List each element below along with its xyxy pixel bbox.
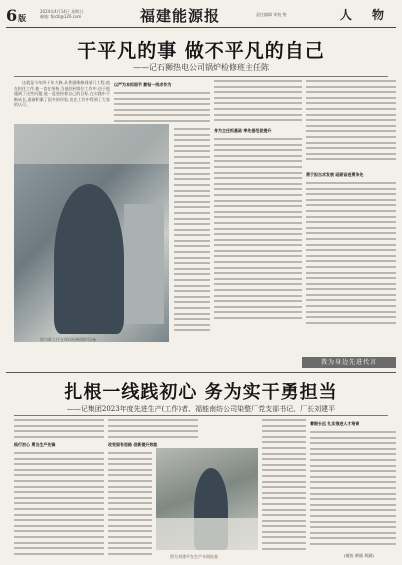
photo-fabric-rolls bbox=[156, 518, 258, 550]
section-heading: 改变固有思路 创新提升效能 bbox=[108, 442, 158, 447]
article-2-col-2-text-a bbox=[108, 419, 198, 439]
photo-equipment bbox=[124, 204, 164, 324]
article-1-photo bbox=[14, 124, 169, 342]
article-1-intro: 这就是今年四十年大修,从普通维修到部门工程,他在担任工作,他一直在坚持,当他回到岗位工作中,由于他遇到了这些问题,他一直坚持着自己的目标,在实践中不断成长,逐渐积累了很多的经验,也在工作中得到了大家的认可。 bbox=[14, 80, 110, 108]
page-number: 6版 bbox=[6, 6, 27, 25]
article-2-byline: (南纺 黄丽 刘斌) bbox=[344, 553, 374, 558]
article-2-col-1-text-a bbox=[14, 419, 104, 439]
article-2-col-1-head bbox=[14, 440, 104, 450]
photo-background-panel bbox=[14, 124, 169, 164]
article-2-col-4-text bbox=[310, 431, 396, 551]
article-1-col-3-text-b bbox=[214, 138, 302, 328]
article-2-col-2-text-b bbox=[108, 452, 152, 558]
column-banner: 我为身边先进代言 bbox=[302, 357, 396, 368]
article-1-col-4-head bbox=[306, 170, 396, 180]
article-1-col-2-text bbox=[114, 92, 210, 124]
article-2-photo-caption: 图为刘建平在生产车间检查 bbox=[170, 554, 218, 559]
issue-info: 2024年4月14日 星期日 邮箱: fjsdz@126.com bbox=[40, 9, 84, 19]
section-divider bbox=[6, 372, 396, 373]
article-1-col-3-head bbox=[214, 126, 302, 136]
article-2-subtitle: ——记集团2023年度先进生产(工作)者、福能南纺公司染整厂党支部书记、厂长刘建平 bbox=[66, 405, 336, 413]
section-heading: 践行初心 勇当生产先锋 bbox=[14, 442, 56, 447]
page-header bbox=[0, 0, 402, 30]
article-1-subtitle: ——记石狮热电公司锅炉检修班主任陈 bbox=[133, 63, 269, 72]
article-1-col-4-text-b bbox=[306, 182, 396, 332]
article-1-col-2-narrow bbox=[174, 128, 210, 338]
article-2-headline: 扎根一线践初心 务为实干勇担当 bbox=[64, 382, 338, 403]
article-1-photo-caption: 图为陈主任在现场检修锅炉设备 bbox=[40, 337, 96, 342]
photo-worker-figure bbox=[54, 184, 124, 334]
section-heading: 着眼长远 扎实推进人才培育 bbox=[310, 421, 360, 426]
newspaper-masthead: 福建能源报 bbox=[140, 7, 221, 25]
article-2-rule bbox=[14, 415, 388, 416]
section-heading: 勇于担当求发展 砥砺奋进勇争先 bbox=[306, 172, 364, 177]
header-divider bbox=[6, 27, 396, 28]
article-2-col-1-text-b bbox=[14, 452, 104, 558]
section-heading: 身为主任抓基础 率先垂范促提升 bbox=[214, 128, 272, 133]
article-1-col-3-text-a bbox=[214, 80, 302, 126]
section-title: 人 物 bbox=[339, 8, 392, 22]
article-1-rule bbox=[14, 76, 388, 77]
article-1-col-4-text-a bbox=[306, 80, 396, 168]
section-heading: 以严为本抓细节 勤钻一线求作为 bbox=[114, 82, 172, 87]
article-2-col-4-head bbox=[310, 419, 396, 429]
article-1-headline: 干平凡的事 做不平凡的自己 bbox=[77, 40, 325, 62]
article-2-photo bbox=[156, 448, 258, 550]
editor-info: 责任编辑 审校 签 bbox=[256, 12, 287, 17]
article-2-col-3-text bbox=[262, 419, 306, 555]
